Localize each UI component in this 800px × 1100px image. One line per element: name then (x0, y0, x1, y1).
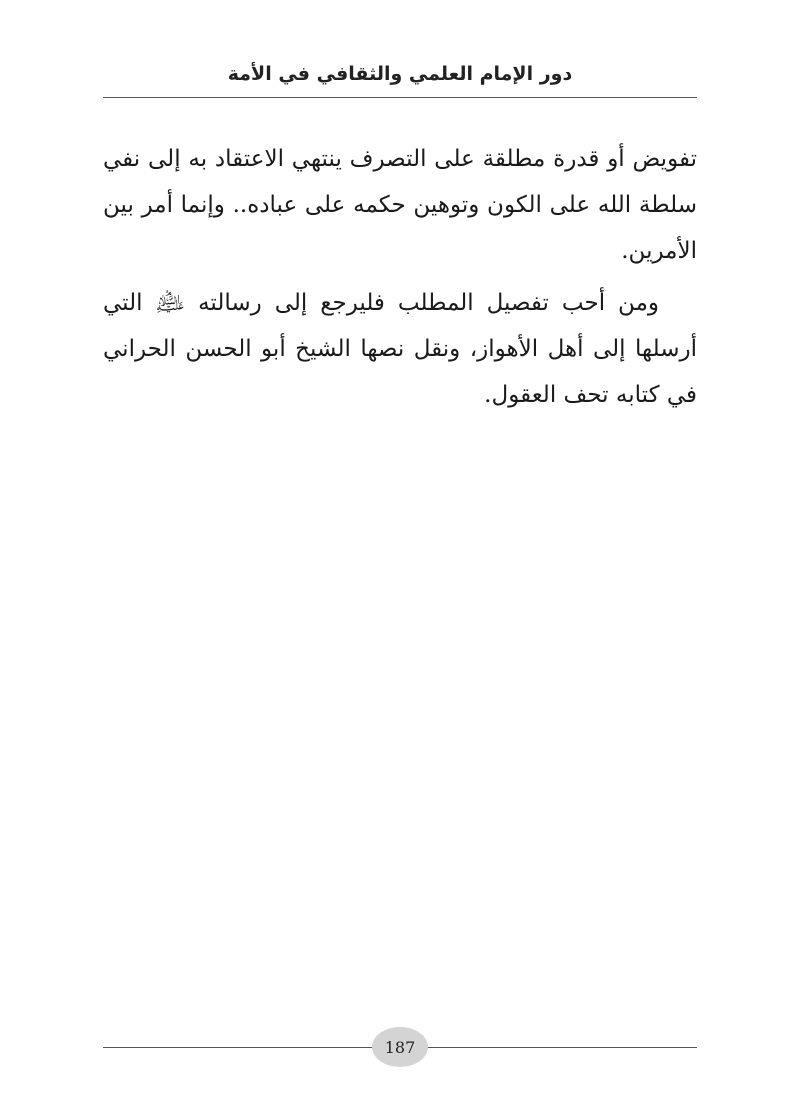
page-body (103, 136, 697, 424)
body-paragraph-2: ومن أحب تفصيل المطلب فليرجع إلى رسالته ﵇ التي أرسلها إلى أهل الأهواز، ونقل نصها الشيخ أبو الحسن الحراني في كتابه تحف العقول. (103, 290, 697, 408)
page-number-badge (372, 1027, 428, 1067)
body-paragraph-1: تفويض أو قدرة مطلقة على التصرف ينتهي الاعتقاد به إلى نفي سلطة الله على الكون وتوهين حكمه على عباده.. وإنما أمر بين الأمرين. (103, 146, 697, 264)
header-divider (103, 97, 697, 98)
running-header-title: دور الإمام العلمي والثقافي في الأمة (227, 63, 573, 85)
page-number: 187 (384, 1037, 416, 1057)
